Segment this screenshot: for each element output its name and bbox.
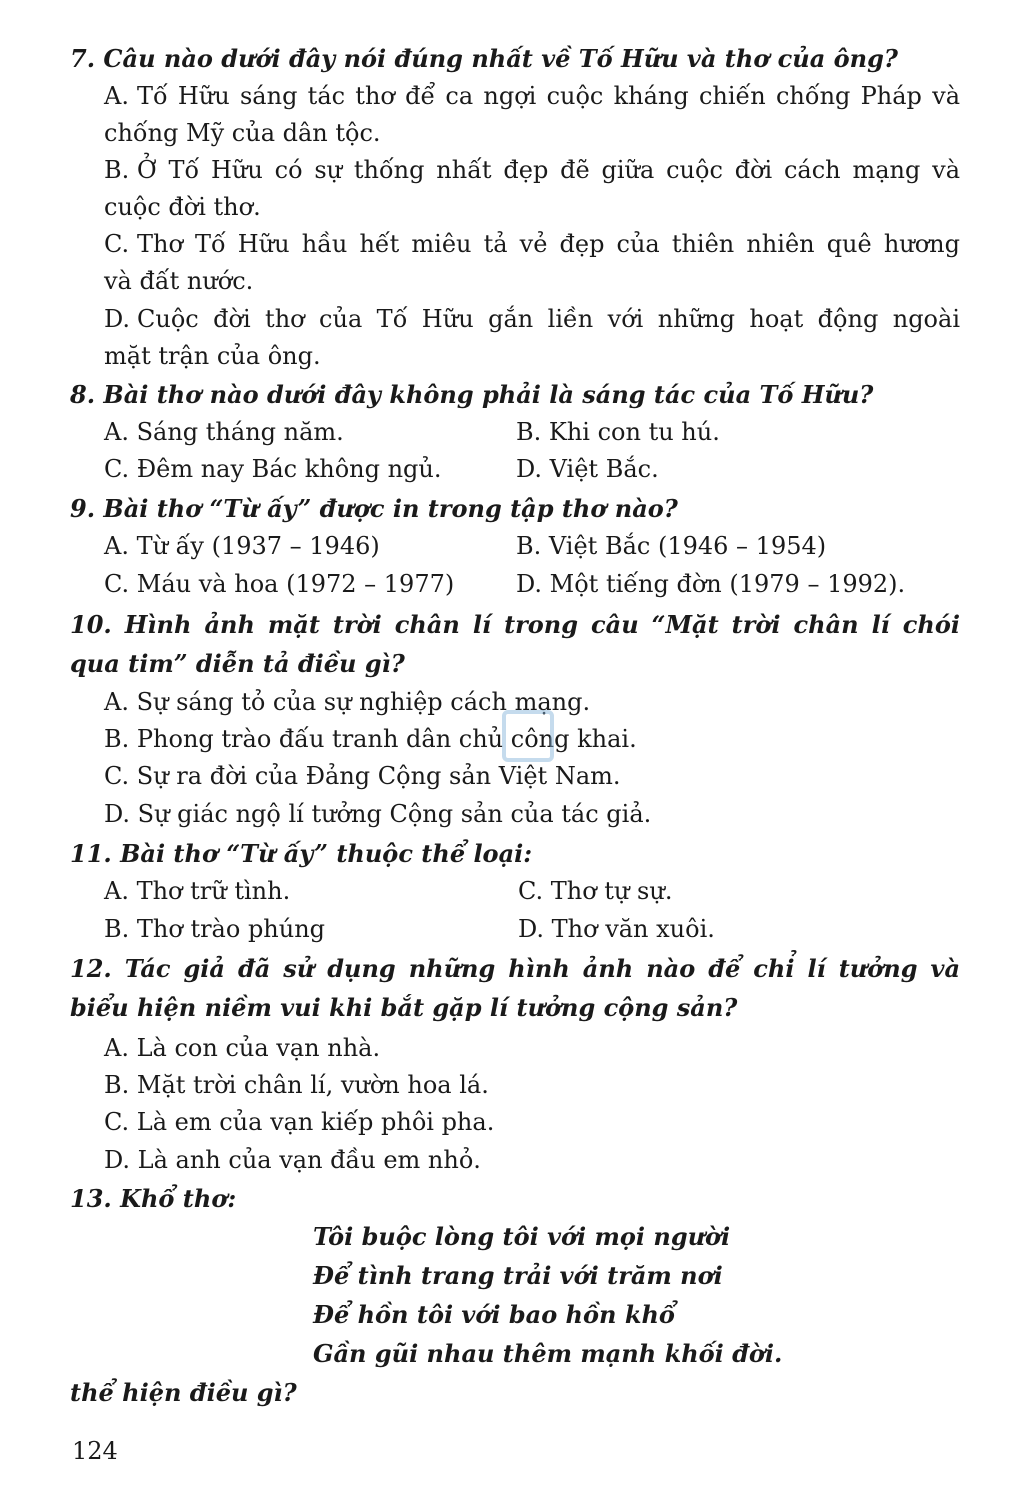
q8-option-b: B. Khi con tu hú.	[516, 418, 720, 446]
q7-option-c-line2: và đất nước.	[104, 267, 254, 295]
q9-option-b: B. Việt Bắc (1946 – 1954)	[516, 532, 827, 560]
q11-option-a: A. Thơ trữ tình.	[104, 877, 291, 905]
sachgiai-watermark-logo	[410, 716, 640, 786]
verse-line-1: Tôi buộc lòng tôi với mọi người	[313, 1222, 731, 1251]
watermark-box-icon	[502, 710, 554, 762]
page-number: 124	[72, 1437, 118, 1465]
verse-line-2: Để tình trang trải với trăm nơi	[313, 1261, 723, 1290]
q7-option-a-line2: chống Mỹ của dân tộc.	[104, 119, 381, 147]
q10-option-a: A. Sự sáng tỏ của sự nghiệp cách mạng.	[104, 688, 591, 716]
q7-option-c-line1: C. Thơ Tố Hữu hầu hết miêu tả vẻ đẹp của thiên nhiên quê hương	[104, 230, 960, 258]
q9-option-d: D. Một tiếng đờn (1979 – 1992).	[516, 570, 906, 598]
q7-option-d-line1: D. Cuộc đời thơ của Tố Hữu gắn liền với những hoạt động ngoài	[104, 305, 960, 333]
q9-option-c: C. Máu và hoa (1972 – 1977)	[104, 570, 455, 598]
q11-option-d: D. Thơ văn xuôi.	[518, 915, 715, 943]
q7-option-d-line2: mặt trận của ông.	[104, 342, 321, 370]
q7-option-b-line1: B. Ở Tố Hữu có sự thống nhất đẹp đẽ giữa cuộc đời cách mạng và	[104, 156, 960, 184]
verse-line-3: Để hồn tôi với bao hồn khổ	[313, 1300, 675, 1329]
q11-option-c: C. Thơ tự sự.	[518, 877, 673, 905]
q10-option-d: D. Sự giác ngộ lí tưởng Cộng sản của tác giả.	[104, 800, 652, 828]
question-13-prompt: thể hiện điều gì?	[70, 1378, 297, 1407]
q8-option-a: A. Sáng tháng năm.	[104, 418, 344, 446]
question-12-title-line1: 12. Tác giả đã sử dụng những hình ảnh nào để chỉ lí tưởng và	[70, 954, 960, 983]
q12-option-c: C. Là em của vạn kiếp phôi pha.	[104, 1108, 495, 1136]
q10-option-b: B. Phong trào đấu tranh dân chủ công khai.	[104, 725, 637, 753]
q12-option-d: D. Là anh của vạn đầu em nhỏ.	[104, 1146, 481, 1174]
question-10-title-line2: qua tim” diễn tả điều gì?	[70, 649, 405, 678]
q12-option-b: B. Mặt trời chân lí, vườn hoa lá.	[104, 1071, 489, 1099]
q12-option-a: A. Là con của vạn nhà.	[104, 1034, 381, 1062]
question-9-title: 9. Bài thơ “Từ ấy” được in trong tập thơ nào?	[70, 494, 678, 523]
q7-option-a-line1: A. Tố Hữu sáng tác thơ để ca ngợi cuộc kháng chiến chống Pháp và	[104, 82, 960, 110]
question-10-title-line1: 10. Hình ảnh mặt trời chân lí trong câu “Mặt trời chân lí chói	[70, 610, 960, 639]
question-8-title: 8. Bài thơ nào dưới đây không phải là sáng tác của Tố Hữu?	[70, 380, 874, 409]
question-7-title: 7. Câu nào dưới đây nói đúng nhất về Tố Hữu và thơ của ông?	[70, 44, 898, 73]
q8-option-c: C. Đêm nay Bác không ngủ.	[104, 455, 442, 483]
question-11-title: 11. Bài thơ “Từ ấy” thuộc thể loại:	[70, 839, 533, 868]
question-13-title: 13. Khổ thơ:	[70, 1184, 237, 1213]
q8-option-d: D. Việt Bắc.	[516, 455, 659, 483]
q7-option-b-line2: cuộc đời thơ.	[104, 193, 261, 221]
question-12-title-line2: biểu hiện niềm vui khi bắt gặp lí tưởng cộng sản?	[70, 993, 738, 1022]
q9-option-a: A. Từ ấy (1937 – 1946)	[104, 532, 380, 560]
q10-option-c: C. Sự ra đời của Đảng Cộng sản Việt Nam.	[104, 762, 621, 790]
q11-option-b: B. Thơ trào phúng	[104, 915, 326, 943]
verse-line-4: Gần gũi nhau thêm mạnh khối đời.	[313, 1339, 783, 1368]
